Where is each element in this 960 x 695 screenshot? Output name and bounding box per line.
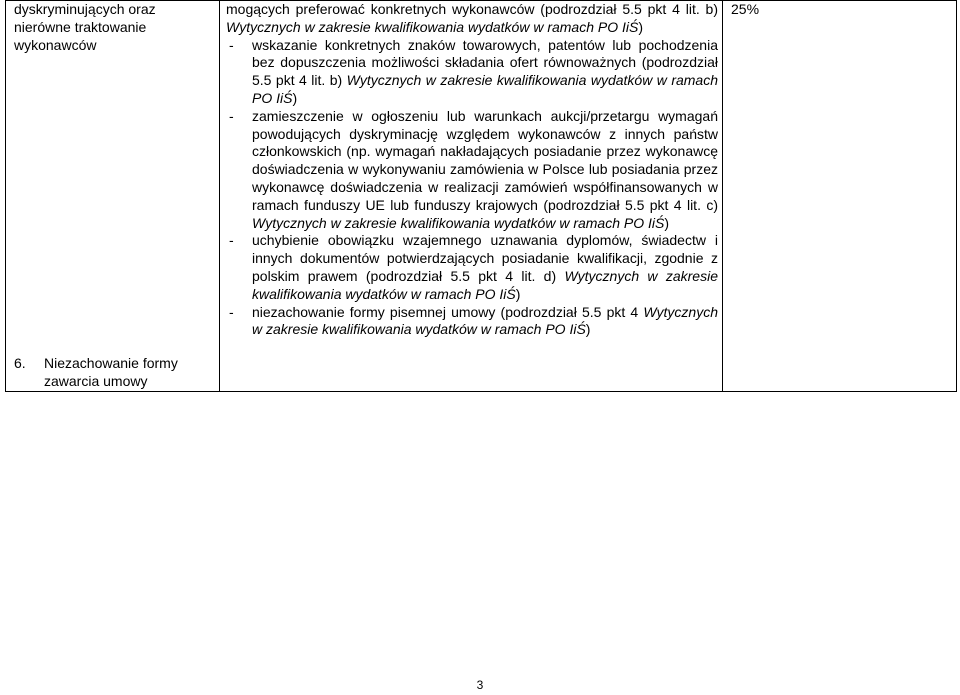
guideline-reference: Wytycznych w zakresie kwalifikowania wydatków w ramach PO IiŚ xyxy=(226,18,639,35)
list-item xyxy=(226,108,718,233)
bullet-text: uchybienie obowiązku wzajemnego uznawania dyplomów, świadectw i innych dokumentów potwierdzających posiadanie kwalifikacji, zgodnie z polskim prawem (podrozdział 5.5 pkt 4 lit. d) xyxy=(252,232,718,284)
dash-bullet: - xyxy=(229,107,234,124)
bullet-text: wskazanie konkretnych znaków towarowych, patentów lub pochodzenia bez dopuszczenia możliwości składania ofert równoważnych (podrozdział 5.5 pkt 4 lit. b) xyxy=(252,36,718,89)
correction-percentage: 25% xyxy=(731,1,760,17)
guideline-reference: Wytycznych w zakresie kwalifikowania wydatków w ramach PO IiŚ xyxy=(252,214,665,231)
bullet-end: ) xyxy=(585,321,591,338)
list-item xyxy=(226,37,718,108)
item-number: 6. xyxy=(14,355,26,372)
list-item xyxy=(226,304,718,340)
irregularity-item-6 xyxy=(14,54,215,391)
item-label: Niezachowanie formy zawarcia umowy xyxy=(44,355,178,390)
dash-bullet: - xyxy=(229,303,234,320)
guideline-reference: Wytycznych w zakresie kwalifikowania wydatków w ramach PO IiŚ xyxy=(252,303,718,338)
bullet-text: zamieszczenie w ogłoszeniu lub warunkach aukcji/przetargu wymagań powodujących dyskryminację względem wykonawców z innych państw członkowskich (np. wymagań nakładających posiadanie przez wykonawcę doświadczenia w wykonywaniu zamówienia w Polsce lub posiadania przez wykonawcę doświadczenia w realizacji zamówień współfinansowanych w ramach funduszy UE lub funduszy krajowych (podrozdział 5.5 pkt 4 lit. c) xyxy=(252,107,718,213)
list-item xyxy=(226,232,718,303)
correction-rate-column xyxy=(723,1,957,392)
list-item-text xyxy=(252,304,718,340)
lead-paragraph xyxy=(226,1,718,37)
correction-table xyxy=(5,0,957,392)
list-item-text xyxy=(252,108,718,233)
description-cell xyxy=(220,1,722,339)
lead-text: mogących preferować konkretnych wykonawców (podrozdział 5.5 pkt 4 lit. b) xyxy=(226,1,718,17)
bullet-text: niezachowanie formy pisemnej umowy (podrozdział 5.5 pkt 4 xyxy=(252,303,644,320)
page-number: 3 xyxy=(476,678,484,692)
list-item-text xyxy=(252,37,718,108)
dash-bullet: - xyxy=(229,36,234,53)
list-item-text xyxy=(252,232,718,303)
table-row xyxy=(6,1,957,392)
continued-irregularity-label: dyskryminujących oraz nierówne traktowanie wykonawców xyxy=(14,1,156,53)
guideline-reference: Wytycznych w zakresie kwalifikowania wydatków w ramach PO IiŚ xyxy=(252,267,718,302)
irregularity-column xyxy=(6,1,220,392)
lead-end: ) xyxy=(638,18,644,35)
bullet-end: ) xyxy=(292,89,298,106)
bullet-end: ) xyxy=(515,285,521,302)
irregularity-cell xyxy=(6,1,219,391)
dash-bullet: - xyxy=(229,232,234,249)
bullet-end: ) xyxy=(664,214,670,231)
guideline-reference: Wytycznych w zakresie kwalifikowania wydatków w ramach PO IiŚ xyxy=(252,72,719,106)
description-column xyxy=(220,1,723,392)
